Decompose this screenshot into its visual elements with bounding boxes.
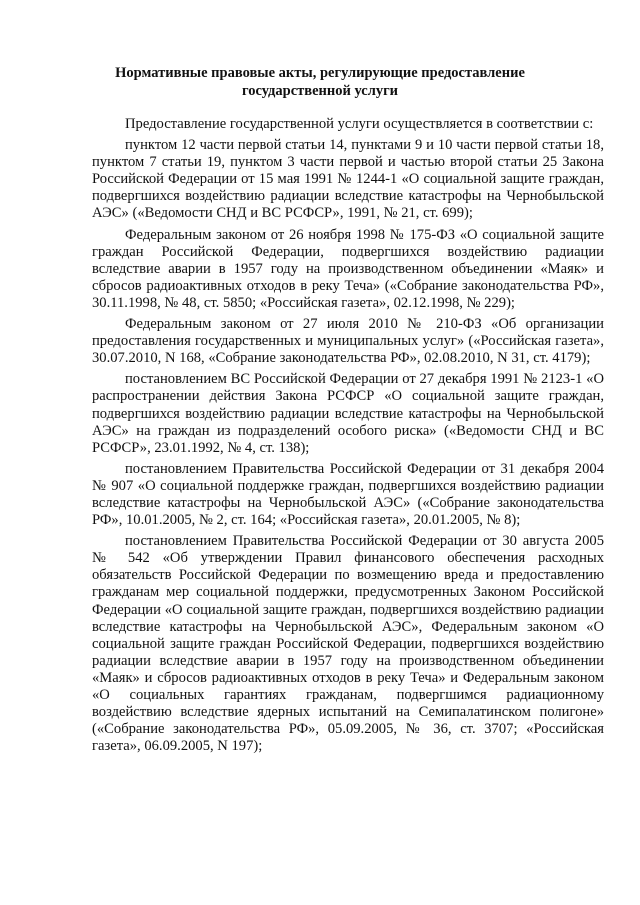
legal-act-item-5: постановлением Правительства Российской Федерации от 31 декабря 2004 № 907 «О социальной поддержке граждан, подвергшихся воздействию радиации вследствие катастрофы на Чернобыльской АЭС» («Собрание законодательства РФ», 10.01.2005, № 2, ст. 164; «Российская газета», 20.01.2005, № 8); (92, 460, 604, 529)
title-line-1: Нормативные правовые акты, регулирующие предоставление (115, 65, 525, 81)
document-title (96, 64, 544, 100)
legal-act-item-3: Федеральным законом от 27 июля 2010 № 210-ФЗ «Об организации предоставления государственных и муниципальных услуг» («Российская газета», 30.07.2010, N 168, «Собрание законодательства РФ», 02.08.2010, N 31, ст. 4179); (92, 316, 604, 367)
legal-act-item-4: постановлением ВС Российской Федерации от 27 декабря 1991 № 2123-1 «О распространении действия Закона РСФСР «О социальной защите граждан, подвергшихся воздействию радиации вследствие катастрофы на Чернобыльской АЭС» на граждан из подразделений особого риска» («Ведомости СНД и ВС РСФСР», 23.01.1992, № 4, ст. 138); (92, 371, 604, 456)
legal-act-item-1: пунктом 12 части первой статьи 14, пунктами 9 и 10 части первой статьи 18, пунктом 7 статьи 19, пунктом 3 части первой и частью второй статьи 25 Закона Российской Федерации от 15 мая 1991 № 1244-1 «О социальной защите граждан, подвергшихся воздействию радиации вследствие катастрофы на Чернобыльской АЭС» («Ведомости СНД и ВС РСФСР», 1991, № 21, ст. 699); (92, 137, 604, 222)
intro-paragraph: Предоставление государственной услуги осуществляется в соответствии с: (125, 116, 594, 132)
legal-act-item-6: постановлением Правительства Российской Федерации от 30 августа 2005 № 542 «Об утверждении Правил финансового обеспечения расходных обязательств Российской Федерации по возмещению вреда и предоставлению гражданам мер социальной поддержки, предусмотренных Законом Российской Федерации «О социальной защите граждан, подвергшихся воздействию радиации вследствие катастрофы на Чернобыльской АЭС», Федеральным законом «О социальной защите граждан Российской Федерации, подвергшихся воздействию радиации вследствие аварии в 1957 году на производственном объединении «Маяк» и сбросов радиоактивных отходов в реку Теча» и Федеральным законом «О социальных гарантиях гражданам, подвергшимся радиационному воздействию вследствие ядерных испытаний на Семипалатинском полигоне» («Собрание законодательства РФ», 05.09.2005, № 36, ст. 3707; «Российская газета», 06.09.2005, N 197); (92, 533, 604, 755)
legal-act-item-2: Федеральным законом от 26 ноября 1998 № 175-ФЗ «О социальной защите граждан Российской Федерации, подвергшихся воздействию радиации вследствие аварии в 1957 году на производственном объединении «Маяк» и сбросов радиоактивных отходов в реку Теча» («Собрание законодательства РФ», 30.11.1998, № 48, ст. 5850; «Российская газета», 02.12.1998, № 229); (92, 226, 604, 311)
title-line-2: государственной услуги (241, 83, 399, 99)
document-body (92, 116, 604, 759)
